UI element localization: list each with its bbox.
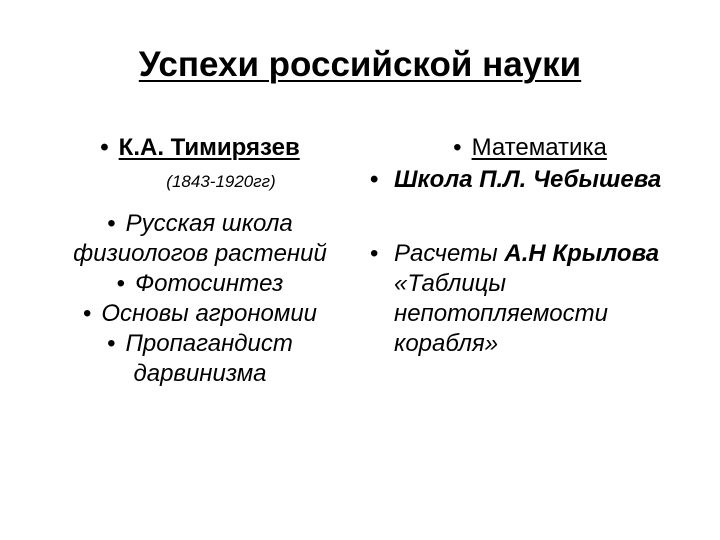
list-item: • Школа П.Л. Чебышева <box>370 166 662 193</box>
right-column <box>370 133 690 359</box>
math-heading: • Математика <box>453 134 607 161</box>
bullet-icon: • <box>107 210 116 237</box>
list-item: • Основы агрономии <box>82 300 318 327</box>
slide-title: Успехи российской науки <box>138 45 582 84</box>
calc-work: «Таблицы непотопляемости корабля» <box>394 270 608 357</box>
bullet-icon: • <box>116 270 126 297</box>
bullet-icon: • <box>370 166 379 193</box>
list-item: • Пропагандист дарвинизма <box>107 330 293 387</box>
bullet-icon: • <box>107 330 116 357</box>
list-item <box>370 239 690 359</box>
scientist-name: • К.А. Тимирязев <box>100 134 300 161</box>
bullet-icon: • <box>370 240 379 267</box>
left-column <box>40 133 360 389</box>
list-item: • Фотосинтез <box>116 270 284 297</box>
bullet-icon: • <box>100 134 109 161</box>
calc-author: А.Н Крылова <box>504 240 660 267</box>
bullet-icon: • <box>453 134 462 161</box>
bullet-icon: • <box>82 300 92 327</box>
scientist-years: (1843-1920гг) <box>166 172 276 191</box>
calc-prefix: Расчеты <box>394 240 505 267</box>
list-item: • Русская школа физиологов растений <box>73 210 327 267</box>
